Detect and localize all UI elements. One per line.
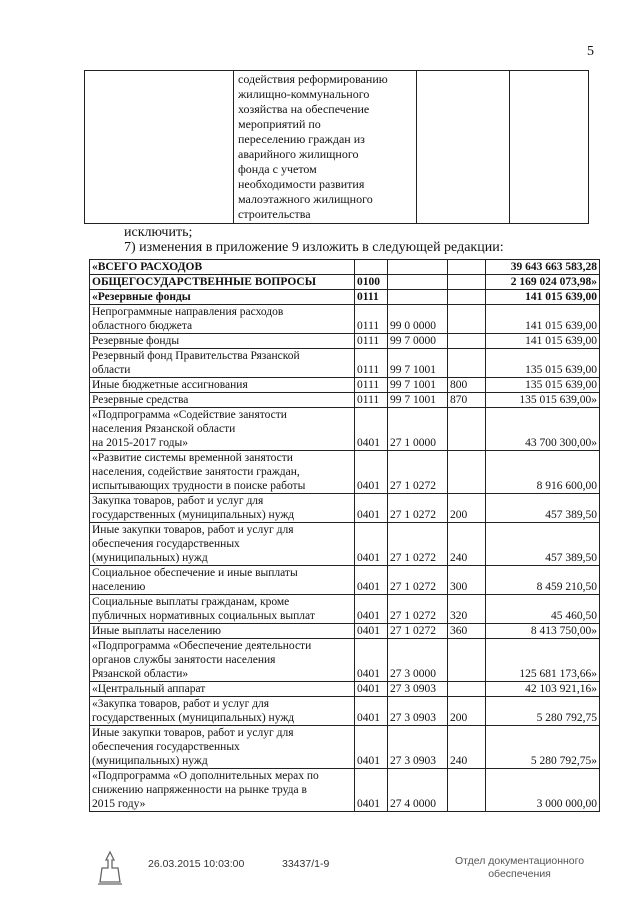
row-name: Резервный фонд Правительства Рязанской области [90,349,355,378]
row-csr: 99 7 1001 [388,378,448,393]
row-vr [448,334,486,349]
footer-datetime: 26.03.2015 10:03:00 [148,858,245,870]
row-csr: 99 7 1001 [388,393,448,408]
row-vr [448,275,486,290]
row-vr: 320 [448,595,486,624]
row-vr: 200 [448,697,486,726]
row-amount: 125 681 173,66» [486,639,600,682]
row-section: 0111 [355,349,388,378]
exclude-text: исключить; [124,225,193,240]
table-row [90,290,600,305]
row-section: 0401 [355,624,388,639]
row-name: Иные закупки товаров, работ и услуг для обеспечения государственных (муниципальных) нужд [90,523,355,566]
row-csr: 27 3 0903 [388,726,448,769]
row-name: Социальное обеспечение и иные выплаты населению [90,566,355,595]
table-row [90,378,600,393]
table-row [90,408,600,451]
table-row [90,275,600,290]
row-name: Иные выплаты населению [90,624,355,639]
row-vr: 800 [448,378,486,393]
footer-doc-id: 33437/1-9 [282,858,330,870]
row-amount: 45 460,50 [486,595,600,624]
row-vr [448,451,486,494]
table-row [90,260,600,275]
row-name: ОБЩЕГОСУДАРСТВЕННЫЕ ВОПРОСЫ [90,275,355,290]
row-section: 0401 [355,697,388,726]
row-section: 0401 [355,769,388,812]
row-vr [448,349,486,378]
row-amount: 42 103 921,16» [486,682,600,697]
row-amount: 8 916 600,00 [486,451,600,494]
row-section: 0401 [355,566,388,595]
table-row [90,523,600,566]
row-csr: 27 1 0272 [388,595,448,624]
row-name: Резервные средства [90,393,355,408]
row-vr: 870 [448,393,486,408]
row-section: 0111 [355,393,388,408]
row-section [355,260,388,275]
row-section: 0401 [355,682,388,697]
budget-table [89,259,600,812]
row-amount: 8 413 750,00» [486,624,600,639]
row-amount: 135 015 639,00» [486,393,600,408]
row-csr: 27 3 0903 [388,682,448,697]
row-name: «ВСЕГО РАСХОДОВ [90,260,355,275]
table-row [90,682,600,697]
table-row [90,305,600,334]
table-row [90,624,600,639]
row-section: 0401 [355,595,388,624]
row-csr [388,275,448,290]
row-section: 0111 [355,305,388,334]
row-csr: 27 3 0903 [388,697,448,726]
row-vr [448,639,486,682]
row-name: «Развитие системы временной занятости населения, содействие занятости граждан, испытывающих трудности в поиске работы [90,451,355,494]
department-stamp: Отдел документационного обеспечения [455,855,585,880]
table-row [90,639,600,682]
row-name: Иные закупки товаров, работ и услуг для обеспечения государственных (муниципальных) нужд [90,726,355,769]
row-vr [448,769,486,812]
row-name: «Подпрограмма «О дополнительных мерах по снижению напряженности на рынке труда в 2015 году» [90,769,355,812]
row-vr [448,305,486,334]
table-row [90,697,600,726]
table-row [90,769,600,812]
row-name: Непрограммные направления расходов областного бюджета [90,305,355,334]
row-name: Социальные выплаты гражданам, кроме публичных нормативных социальных выплат [90,595,355,624]
row-section: 0401 [355,408,388,451]
row-section: 0111 [355,334,388,349]
row-csr: 99 7 0000 [388,334,448,349]
row-csr: 27 1 0000 [388,408,448,451]
row-vr: 360 [448,624,486,639]
table-row [90,393,600,408]
row-vr [448,260,486,275]
row-csr: 27 1 0272 [388,566,448,595]
row-csr: 27 1 0272 [388,451,448,494]
row-amount: 141 015 639,00 [486,290,600,305]
row-name: Иные бюджетные ассигнования [90,378,355,393]
row-vr: 240 [448,523,486,566]
row-csr [388,260,448,275]
row-amount: 457 389,50 [486,523,600,566]
page-number: 5 [587,44,594,59]
row-csr [388,290,448,305]
row-amount: 5 280 792,75 [486,697,600,726]
row-csr: 27 1 0272 [388,624,448,639]
row-name: «Подпрограмма «Обеспечение деятельности органов службы занятости населения Рязанской области» [90,639,355,682]
row-name: Закупка товаров, работ и услуг для государственных (муниципальных) нужд [90,494,355,523]
row-section: 0401 [355,451,388,494]
row-name: «Подпрограмма «Содействие занятости населения Рязанской области на 2015-2017 годы» [90,408,355,451]
table-row [90,349,600,378]
row-vr [448,408,486,451]
fragment-text: содействия реформированию жилищно-коммунального хозяйства на обеспечение мероприятий по переселению граждан из аварийного жилищного фонда с учетом необходимости развития малоэтажного жилищного строительства [234,71,417,224]
row-amount: 39 643 663 583,28 [486,260,600,275]
row-section: 0401 [355,639,388,682]
row-csr: 99 0 0000 [388,305,448,334]
row-vr [448,682,486,697]
row-amount: 43 700 300,00» [486,408,600,451]
row-amount: 141 015 639,00 [486,305,600,334]
table-row [90,566,600,595]
row-name: «Центральный аппарат [90,682,355,697]
previous-table-fragment [84,70,589,224]
row-amount: 135 015 639,00 [486,378,600,393]
row-section: 0111 [355,378,388,393]
table-row [90,451,600,494]
row-csr: 27 3 0000 [388,639,448,682]
row-csr: 27 1 0272 [388,494,448,523]
row-section: 0100 [355,275,388,290]
row-amount: 135 015 639,00 [486,349,600,378]
amendment-intro: 7) изменения в приложение 9 изложить в следующей редакции: [124,240,504,255]
row-csr: 27 4 0000 [388,769,448,812]
row-name: «Резервные фонды [90,290,355,305]
row-amount: 8 459 210,50 [486,566,600,595]
emblem-icon [90,848,130,888]
row-name: Резервные фонды [90,334,355,349]
row-amount: 2 169 024 073,98» [486,275,600,290]
row-section: 0401 [355,523,388,566]
row-section: 0111 [355,290,388,305]
row-vr: 200 [448,494,486,523]
row-amount: 457 389,50 [486,494,600,523]
row-vr [448,290,486,305]
table-row [90,334,600,349]
row-name: «Закупка товаров, работ и услуг для государственных (муниципальных) нужд [90,697,355,726]
row-section: 0401 [355,494,388,523]
row-csr: 27 1 0272 [388,523,448,566]
row-amount: 3 000 000,00 [486,769,600,812]
row-section: 0401 [355,726,388,769]
row-csr: 99 7 1001 [388,349,448,378]
table-row [90,726,600,769]
row-vr: 240 [448,726,486,769]
table-row [90,494,600,523]
row-amount: 5 280 792,75» [486,726,600,769]
table-row [90,595,600,624]
row-amount: 141 015 639,00 [486,334,600,349]
row-vr: 300 [448,566,486,595]
